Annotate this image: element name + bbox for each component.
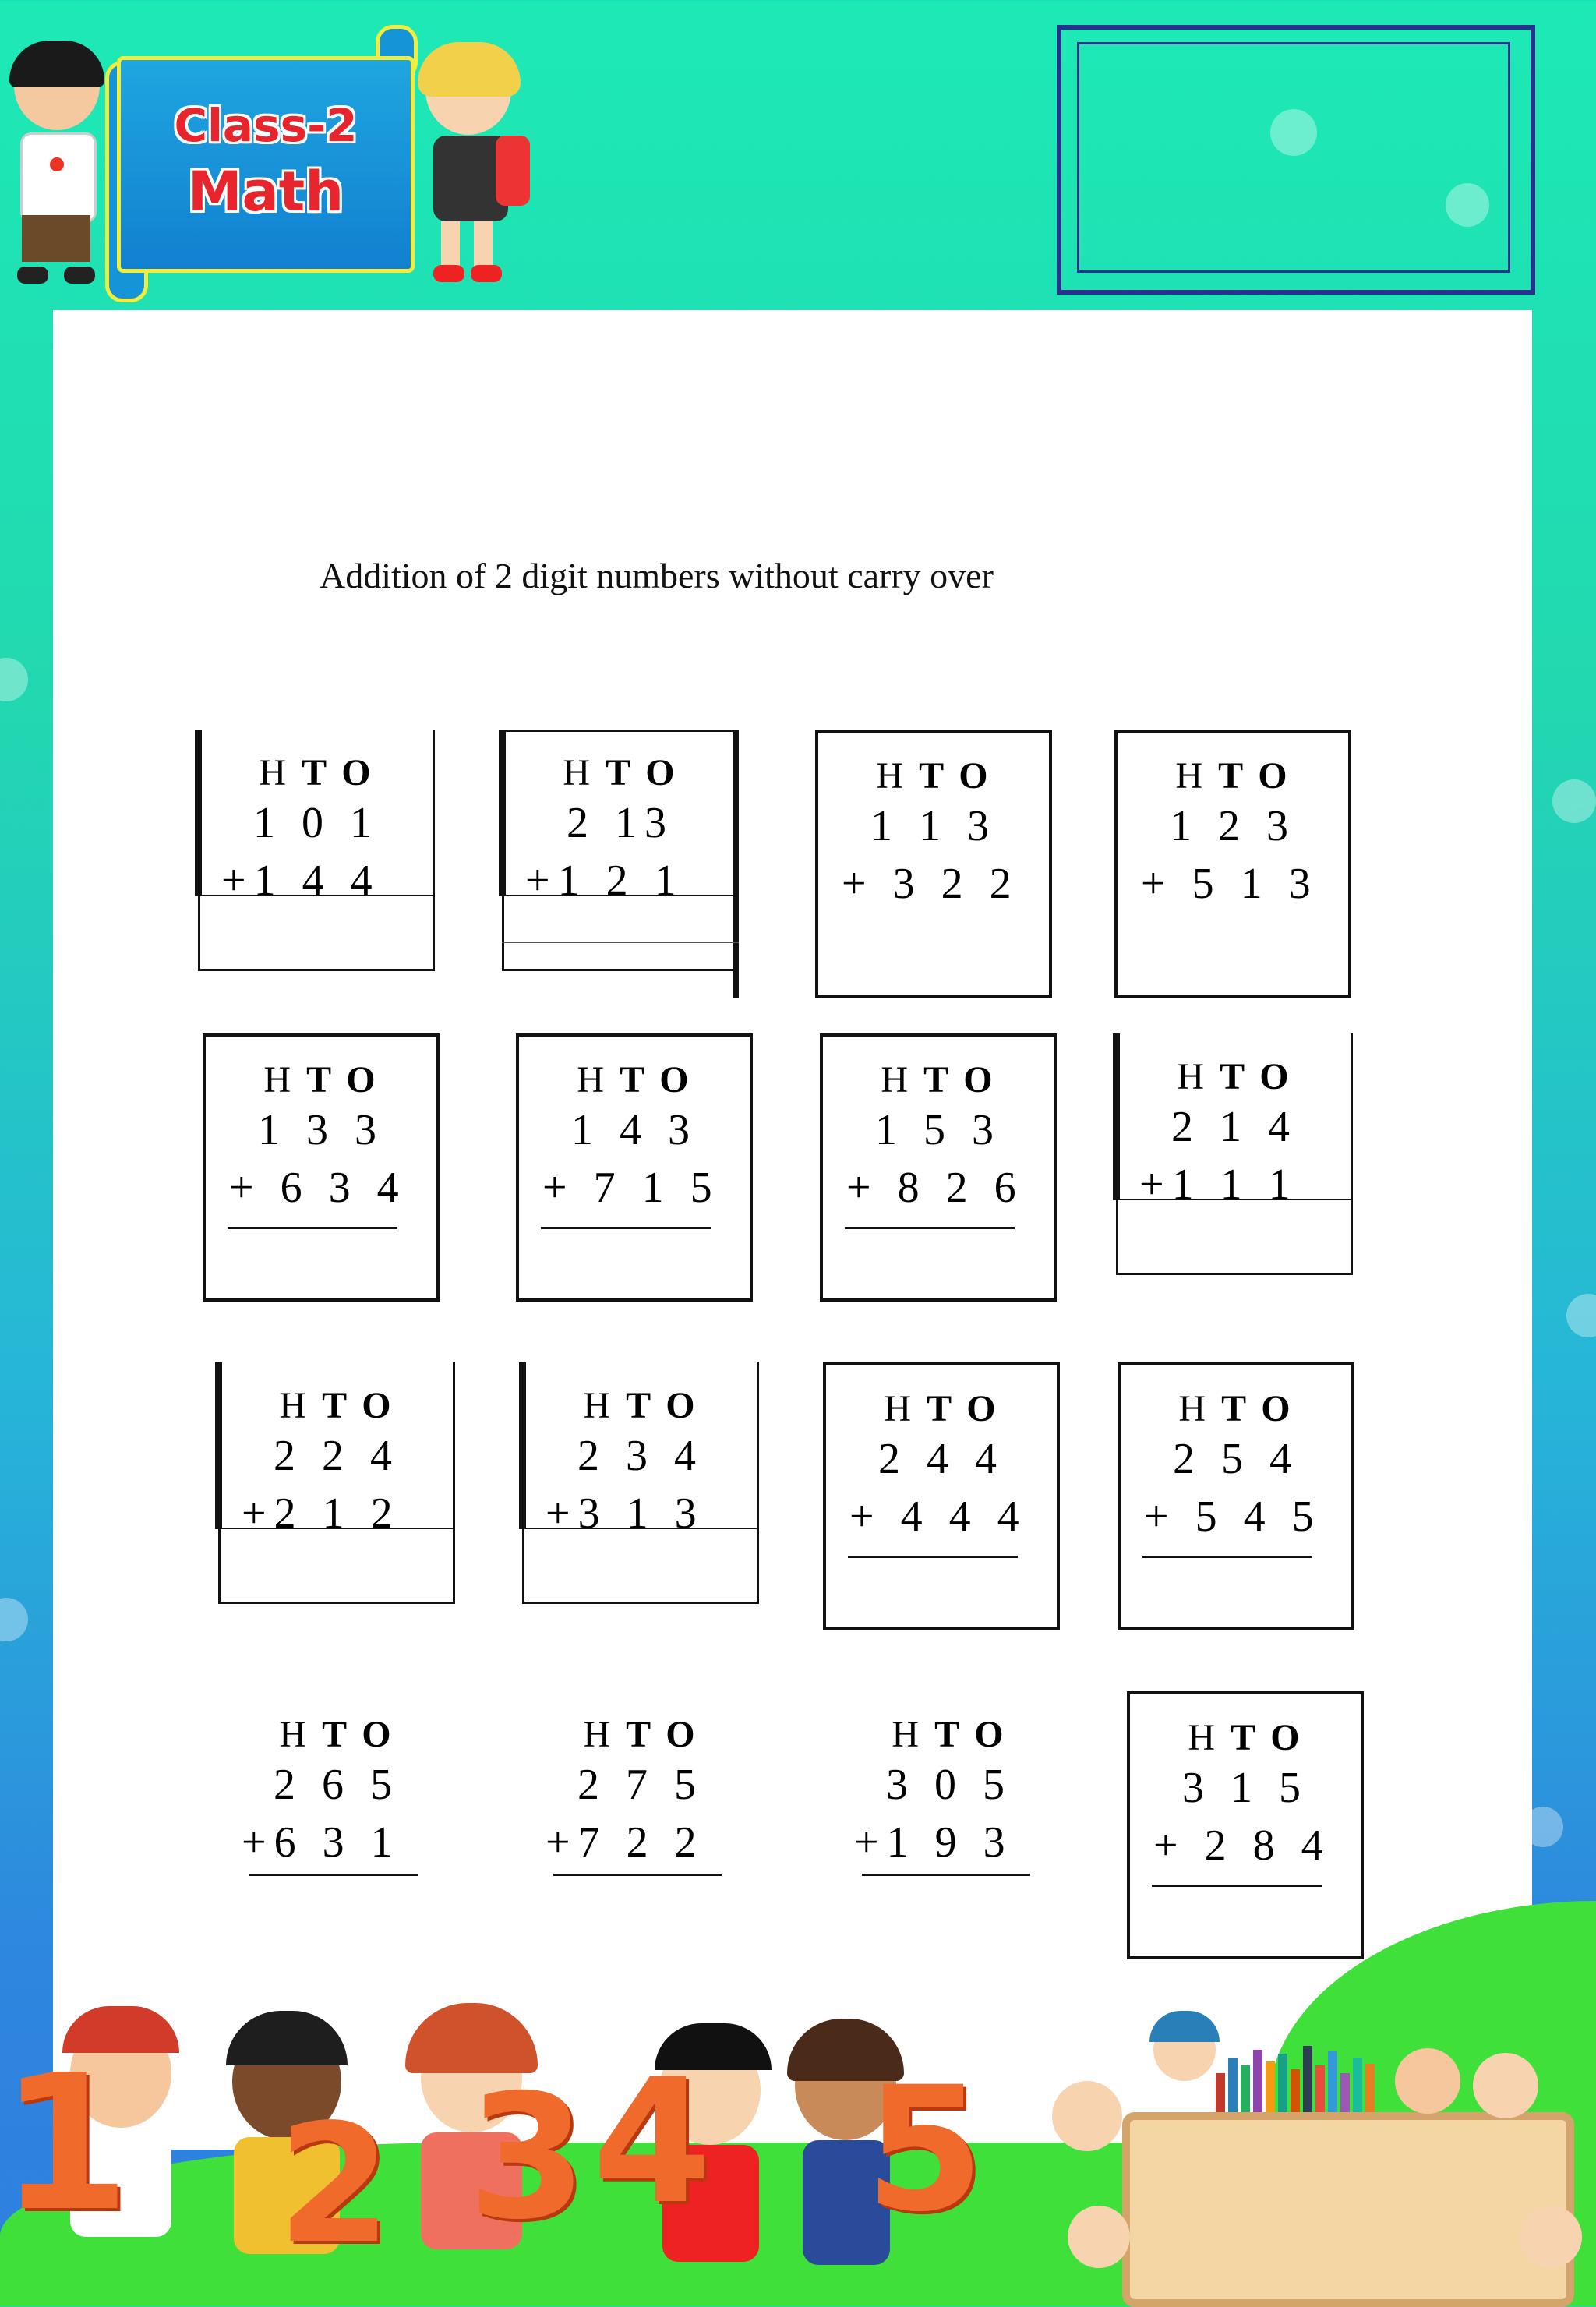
- tens-ones-label: T O: [934, 1714, 1007, 1755]
- sum-underline: [848, 1556, 1018, 1558]
- tens-ones-label: T O: [606, 752, 678, 793]
- first-addend: 1 2 3: [1170, 802, 1296, 850]
- addition-problem: [815, 730, 1052, 998]
- name-box-inner-border: [1077, 42, 1510, 273]
- tens-ones-label: T O: [1231, 1717, 1303, 1758]
- bubble-decoration: [1552, 779, 1596, 823]
- second-addend: + 6 3 4: [229, 1164, 407, 1212]
- second-addend: +1 9 3: [854, 1818, 1013, 1867]
- first-addend: 2 13: [567, 799, 674, 847]
- problem-right-border: [453, 1362, 455, 1528]
- first-addend: 2 2 4: [274, 1432, 400, 1480]
- hundreds-label: H: [881, 1059, 912, 1101]
- addition-problem: [522, 1362, 759, 1630]
- place-value-header: [1118, 754, 1348, 797]
- children-on-board-icon: [1036, 2011, 1596, 2306]
- number-five-decoration: 5: [865, 2050, 985, 2249]
- hundreds-label: H: [279, 1385, 310, 1426]
- bubble-decoration: [1566, 1294, 1596, 1337]
- addition-problem: [1118, 1362, 1354, 1630]
- first-addend: 1 0 1: [253, 799, 380, 847]
- place-value-header: [218, 1384, 455, 1427]
- first-addend: 2 4 4: [878, 1435, 1005, 1483]
- number-one-decoration: 1: [0, 2034, 130, 2252]
- hundreds-label: H: [1178, 1388, 1209, 1429]
- number-two-decoration: 2: [277, 2089, 392, 2280]
- first-addend: 2 7 5: [577, 1761, 704, 1809]
- worksheet-heading: Addition of 2 digit numbers without carry over: [320, 556, 994, 595]
- place-value-header: [206, 1058, 436, 1101]
- addition-problem: [203, 1033, 440, 1302]
- second-addend: + 7 1 5: [542, 1164, 720, 1212]
- hundreds-label: H: [263, 1059, 295, 1101]
- second-addend: + 5 1 3: [1141, 860, 1319, 908]
- answer-box[interactable]: [502, 895, 739, 971]
- second-addend: +1 4 4: [221, 857, 380, 905]
- banner-class-text: Class-2: [174, 99, 358, 152]
- sum-underline: [553, 1874, 722, 1876]
- addition-problem: [1116, 1033, 1353, 1302]
- problem-left-border: [215, 1362, 222, 1529]
- hundreds-label: H: [876, 755, 907, 797]
- tens-ones-label: T O: [927, 1388, 999, 1429]
- first-addend: 1 4 3: [571, 1106, 697, 1154]
- tens-ones-label: T O: [923, 1059, 996, 1101]
- place-value-header: [831, 1713, 1068, 1756]
- addition-problem: [1127, 1691, 1364, 1959]
- second-addend: +6 3 1: [242, 1818, 401, 1867]
- second-addend: + 3 2 2: [842, 860, 1019, 908]
- tens-ones-label: T O: [626, 1385, 698, 1426]
- place-value-header: [1116, 1055, 1353, 1098]
- number-three-decoration: 3: [468, 2058, 588, 2257]
- addition-problem: [522, 1691, 759, 1959]
- first-addend: 2 1 4: [1171, 1103, 1298, 1151]
- tens-ones-label: T O: [1221, 1388, 1294, 1429]
- answer-box[interactable]: [218, 1528, 455, 1604]
- first-addend: 3 1 5: [1182, 1764, 1308, 1812]
- problem-top-border: [502, 730, 739, 732]
- addition-problem: [516, 1033, 753, 1302]
- answer-box[interactable]: [522, 1528, 759, 1604]
- second-addend: +3 1 3: [546, 1489, 704, 1538]
- sum-underline: [249, 1874, 418, 1876]
- tens-ones-label: T O: [919, 755, 991, 797]
- second-addend: + 4 4 4: [849, 1493, 1027, 1541]
- tens-ones-label: T O: [322, 1385, 394, 1426]
- second-addend: +2 1 2: [242, 1489, 401, 1538]
- hundreds-label: H: [1188, 1717, 1219, 1758]
- place-value-header: [218, 1713, 455, 1756]
- tens-ones-label: T O: [620, 1059, 692, 1101]
- second-addend: +1 1 1: [1139, 1161, 1298, 1209]
- place-value-header: [826, 1387, 1057, 1430]
- answer-box[interactable]: [1116, 1199, 1353, 1275]
- addition-problem: [218, 1362, 455, 1630]
- girl-with-backpack-icon: [410, 42, 535, 291]
- tens-ones-label: T O: [1220, 1056, 1292, 1097]
- hundreds-label: H: [1177, 1056, 1208, 1097]
- class-math-banner: [117, 56, 415, 273]
- bubble-decoration: [0, 658, 28, 701]
- place-value-header: [522, 1384, 759, 1427]
- sum-underline: [1142, 1556, 1312, 1558]
- first-addend: 2 6 5: [274, 1761, 400, 1809]
- hundreds-label: H: [259, 752, 290, 793]
- problem-right-border: [433, 730, 435, 895]
- place-value-header: [502, 751, 739, 794]
- hundreds-label: H: [1175, 755, 1206, 797]
- sum-underline: [541, 1227, 711, 1229]
- answer-divider: [502, 942, 739, 943]
- addition-problem: [831, 1691, 1068, 1959]
- bubble-decoration: [0, 1598, 28, 1641]
- problem-right-border: [1351, 1033, 1353, 1199]
- problem-right-border: [757, 1362, 759, 1528]
- first-addend: 2 5 4: [1173, 1435, 1299, 1483]
- hundreds-label: H: [563, 752, 594, 793]
- first-addend: 1 5 3: [875, 1106, 1001, 1154]
- place-value-header: [1121, 1387, 1351, 1430]
- sum-underline: [862, 1874, 1030, 1876]
- place-value-header: [522, 1713, 759, 1756]
- sum-underline: [228, 1227, 397, 1229]
- first-addend: 1 1 3: [870, 802, 997, 850]
- banner-subject-text: Math: [187, 160, 344, 224]
- addition-problem: [218, 1691, 455, 1959]
- place-value-header: [519, 1058, 750, 1101]
- tens-ones-label: T O: [1218, 755, 1291, 797]
- problem-left-border: [1113, 1033, 1120, 1200]
- second-addend: + 8 2 6: [846, 1164, 1024, 1212]
- second-addend: +7 2 2: [546, 1818, 704, 1867]
- number-four-decoration: 4: [592, 2042, 712, 2242]
- place-value-header: [198, 751, 435, 794]
- tens-ones-label: T O: [626, 1714, 698, 1755]
- problem-left-border: [195, 730, 202, 896]
- hundreds-label: H: [279, 1714, 310, 1755]
- hundreds-label: H: [884, 1388, 915, 1429]
- place-value-header: [818, 754, 1049, 797]
- sum-underline: [845, 1227, 1015, 1229]
- problem-left-border: [499, 730, 506, 896]
- first-addend: 1 3 3: [258, 1106, 384, 1154]
- problem-left-border: [519, 1362, 526, 1529]
- tens-ones-label: T O: [306, 1059, 379, 1101]
- second-addend: +1 2 1: [525, 857, 684, 905]
- place-value-header: [823, 1058, 1054, 1101]
- tens-ones-label: T O: [322, 1714, 394, 1755]
- addition-problem: [198, 730, 435, 998]
- addition-problem: [502, 730, 739, 998]
- addition-problem: [820, 1033, 1057, 1302]
- boy-with-backpack-icon: [3, 41, 108, 290]
- hundreds-label: H: [577, 1059, 608, 1101]
- hundreds-label: H: [892, 1714, 923, 1755]
- addition-problem: [1114, 730, 1351, 998]
- second-addend: + 5 4 5: [1144, 1493, 1322, 1541]
- first-addend: 2 3 4: [577, 1432, 704, 1480]
- tens-ones-label: T O: [302, 752, 374, 793]
- hundreds-label: H: [583, 1385, 614, 1426]
- hundreds-label: H: [583, 1714, 614, 1755]
- second-addend: + 2 8 4: [1153, 1821, 1331, 1870]
- answer-box[interactable]: [198, 895, 435, 971]
- sum-underline: [1152, 1885, 1322, 1887]
- first-addend: 3 0 5: [886, 1761, 1012, 1809]
- addition-problem: [823, 1362, 1060, 1630]
- place-value-header: [1130, 1716, 1361, 1759]
